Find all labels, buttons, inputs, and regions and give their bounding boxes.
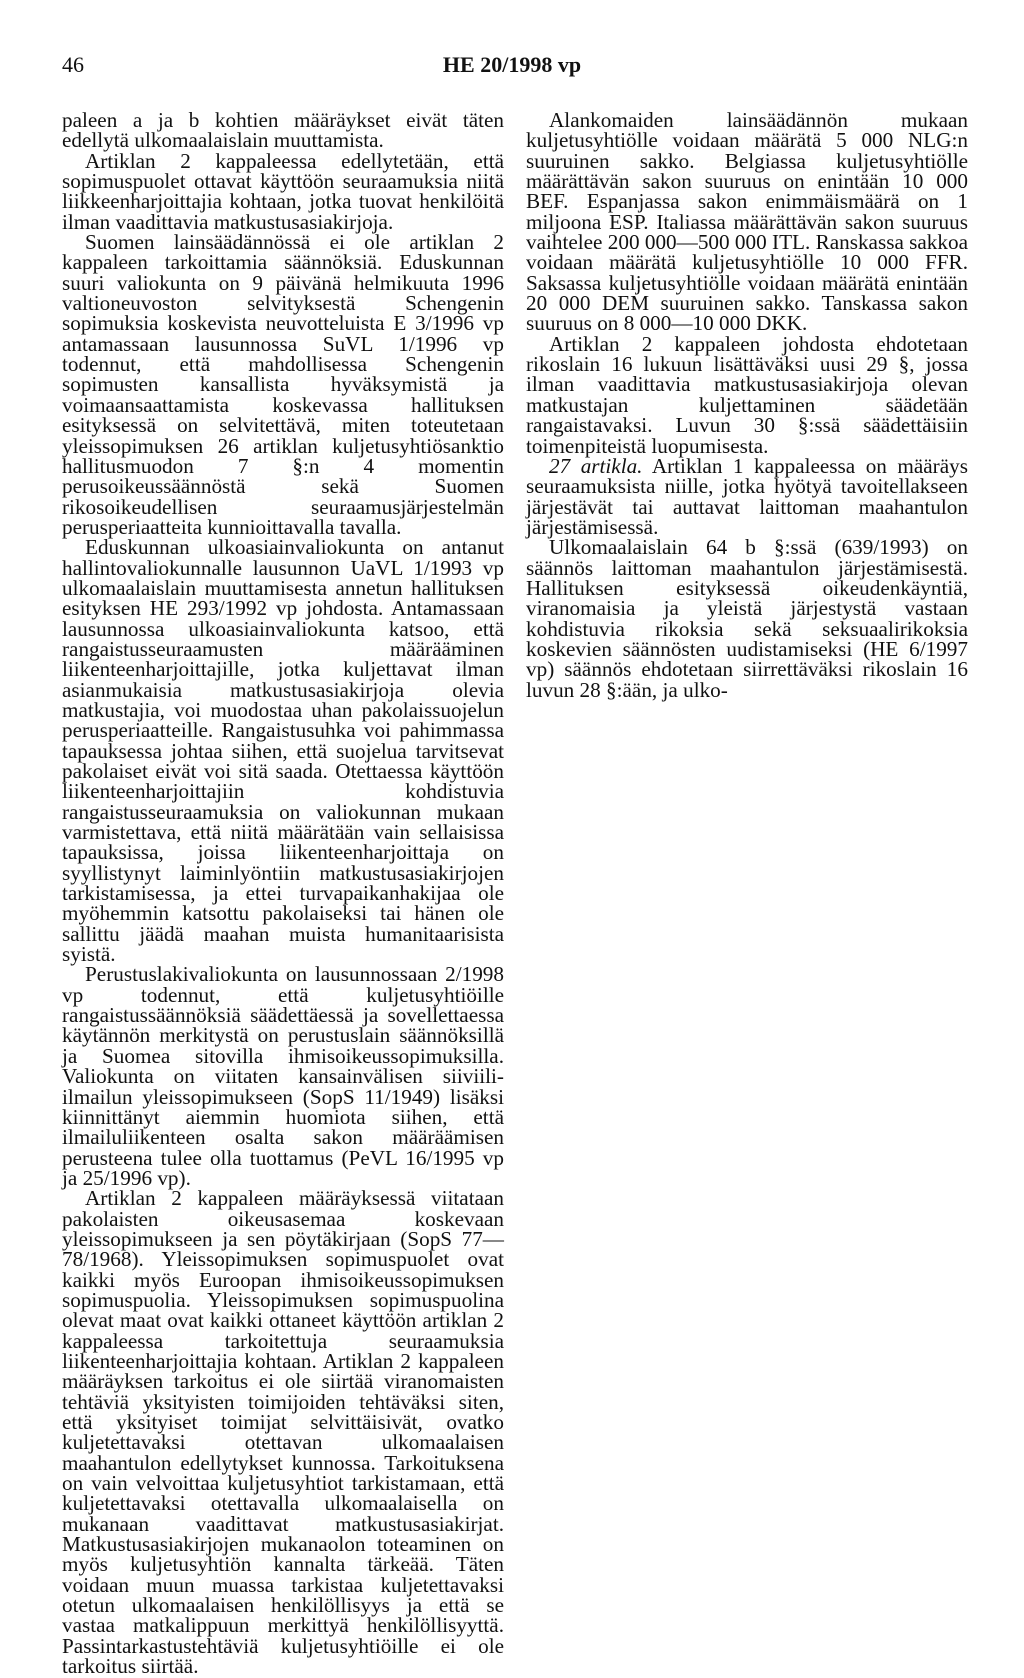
paragraph: Artiklan 2 kappaleen johdosta ehdotetaan rikoslain 16 lukuun lisättäväksi uusi 29 §, jossa ilman vaadittavia matkustusasiakirjoja olevan matkustajan kuljettaminen säädetään rangaistavaksi. Luvun 30 §:ssä säädettäisiin toimenpiteistä luopumisesta. — [526, 331, 968, 458]
paragraph: paleen a ja b kohtien määräykset eivät täten edellytä ulkomaalaislain muuttamista. — [62, 108, 504, 153]
paragraph: Suomen lainsäädännössä ei ole artiklan 2 kappaleen tarkoittamia säännöksiä. Eduskunnan suuri valiokunta on 9 päivänä helmikuuta 1996 valtioneuvoston selvityksestä Schengenin sopimuksia koskevista neuvotteluista E 3/1996 vp antamassaan lausunnossa SuVL 1/1996 vp todennut, että mahdollisessa Schengenin sopimusten kansallista hyväksymistä ja voimaansaattamista koskevassa hallituksen esityksessä on selvitettävä, miten toteutetaan yleissopimuksen 26 artiklan kuljetusyhtiösanktio hallitusmuodon 7 §:n 4 momentin perusoikeussäännöstä sekä Suomen rikosoikeudellisen seuraamusjärjestelmän perusperiaatteita kunnioittavalla tavalla. — [62, 230, 504, 539]
paragraph: Alankomaiden lainsäädännön mukaan kuljetusyhtiölle voidaan määrätä 5 000 NLG:n suuruinen sakko. Belgiassa kuljetusyhtiölle määrättävän sakon suuruus on enintään 10 000 BEF. Espanjassa sakon enimmäismäärä on 1 miljoona ESP. Italiassa määrättävän sakon suuruus vaihtelee 200 000—500 000 ITL. Ranskassa sakkoa voidaan määrätä kuljetusyhtiölle 10 000 FFR. Saksassa kuljetusyhtiölle voidaan määrätä enintään 20 000 DEM suuruinen sakko. Tanskassa sakon suuruus on 8 000—10 000 DKK. — [526, 108, 968, 336]
section-heading: 27 artikla. — [549, 453, 643, 478]
document-id: HE 20/1998 vp — [442, 52, 582, 77]
section-text: Artiklan 1 kappaleessa on määräys seuraamuksista niille, jotka hyötyä tavoitellakseen järjestävät tai auttavat laittoman maahantulon järjestämisessä. — [526, 453, 968, 539]
page-number: 46 — [62, 52, 84, 77]
paragraph: Perustuslakivaliokunta on lausunnossaan 2/1998 vp todennut, että kuljetusyhtiöille rangaistussäännöksiä säädettäessä ja sovellettaessa käytännön merkitystä on perustuslain säännöksillä ja Suomea sitovilla ihmisoikeussopimuksilla. Valiokunta on viitaten kansainvälisen siiviili-ilmailun yleissopimukseen (SopS 11/1949) lisäksi kiinnittänyt aiemmin huomiota siihen, että ilmailuliikenteen osalta sakon määräämisen perusteena tulee olla tuottamus (PeVL 16/1995 vp ja 25/1996 vp). — [62, 962, 504, 1190]
paragraph: Ulkomaalaislain 64 b §:ssä (639/1993) on säännös laittoman maahantulon järjestämisestä. Hallituksen esityksessä oikeudenkäyntiä, viranomaisia ja yleistä järjestystä vastaan kohdistuvia rikoksia sekä seksuaalirikoksia koskevien säännösten uudistamiseksi (HE 6/1997 vp) säännös ehdotetaan siirrettäväksi rikoslain 16 luvun 28 §:ään, ja ulko- — [526, 535, 968, 702]
paragraph: Artiklan 2 kappaleen määräyksessä viitataan pakolaisten oikeusasemaa koskevaan yleissopimukseen ja sen pöytäkirjaan (SopS 77—78/1968). Yleissopimuksen sopimuspuolet ovat kaikki myös Euroopan ihmisoikeussopimuksen sopimuspuolia. Yleissopimuksen sopimuspuolina olevat maat ovat kaikki ottaneet käyttöön artiklan 2 kappaleessa tarkoitettuja seuraamuksia liikenteenharjoittajia kohtaan. Artiklan 2 kappaleen määräyksen tarkoitus ei ole siirtää viranomaisten tehtäviä yksityisten toimijoiden tehtäväksi siten, että yksityiset toimijat selvittäisivät, ovatko kuljetettavaksi otettavan ulkomaalaisen maahantulon edellytykset kunnossa. Tarkoituksena on vain velvoittaa kuljetusyhtiot tarkistamaan, että kuljetettavaksi otettavalla ulkomaalaisella on mukanaan vaadittavat matkustusasiakirjat. Matkustusasiakirjojen mukanaolon toteaminen on myös kuljetusyhtiön kannalta tärkeää. Täten voidaan muun muassa tarkistaa kuljetettavaksi otetun ulkomaalaisen henkilöllisyys ja että se vastaa matkalippuun merkittyä henkilöllisyyttä. Passintarkastustehtäviä kuljetusyhtiöille ei ole tarkoitus siirtää. — [62, 1186, 504, 1678]
left-column — [62, 110, 504, 1676]
paragraph: Artiklan 2 kappaleessa edellytetään, että sopimuspuolet ottavat käyttöön seuraamuksia niitä liikkeenharjoittajia kohtaan, jotka tuovat henkilöitä ilman vaadittavia matkustusasiakirjoja. — [62, 148, 504, 234]
right-column — [526, 110, 968, 700]
section-27-paragraph — [526, 453, 968, 539]
page-header — [0, 52, 1024, 86]
paragraph: Eduskunnan ulkoasiainvaliokunta on antanut hallintovaliokunnalle lausunnon UaVL 1/1993 vp ulkomaalaislain muuttamisesta annetun hallituksen esityksen HE 293/1992 vp johdosta. Antamassaan lausunnossa ulkoasiainvaliokunta katsoo, että rangaistusseuraamusten määrääminen liikenteenharjoittajille, jotka kuljettavat ilman asianmukaisia matkustusasiakirjoja olevia matkustajia, voi muodostaa uhan pakolaissuojelun perusperiaatteille. Rangaistusuhka voi pahimmassa tapauksessa johtaa siihen, että suojelua tarvitsevat pakolaiset eivät voi sitä saada. Otettaessa käyttöön liikenteenharjoittajiin kohdistuvia rangaistusseuraamuksia on valiokunnan mukaan varmistettava, että niitä määrätään vain sellaisissa tapauksissa, joissa liikenteenharjoittaja on syyllistynyt laiminlyöntiin matkustusasiakirjojen tarkistamisessa, ja ettei turvapaikanhakijaa ole myöhemmin katsottu pakolaiseksi tai hänen ole sallittu jäädä maahan muista humanitaarisista syistä. — [62, 535, 504, 967]
